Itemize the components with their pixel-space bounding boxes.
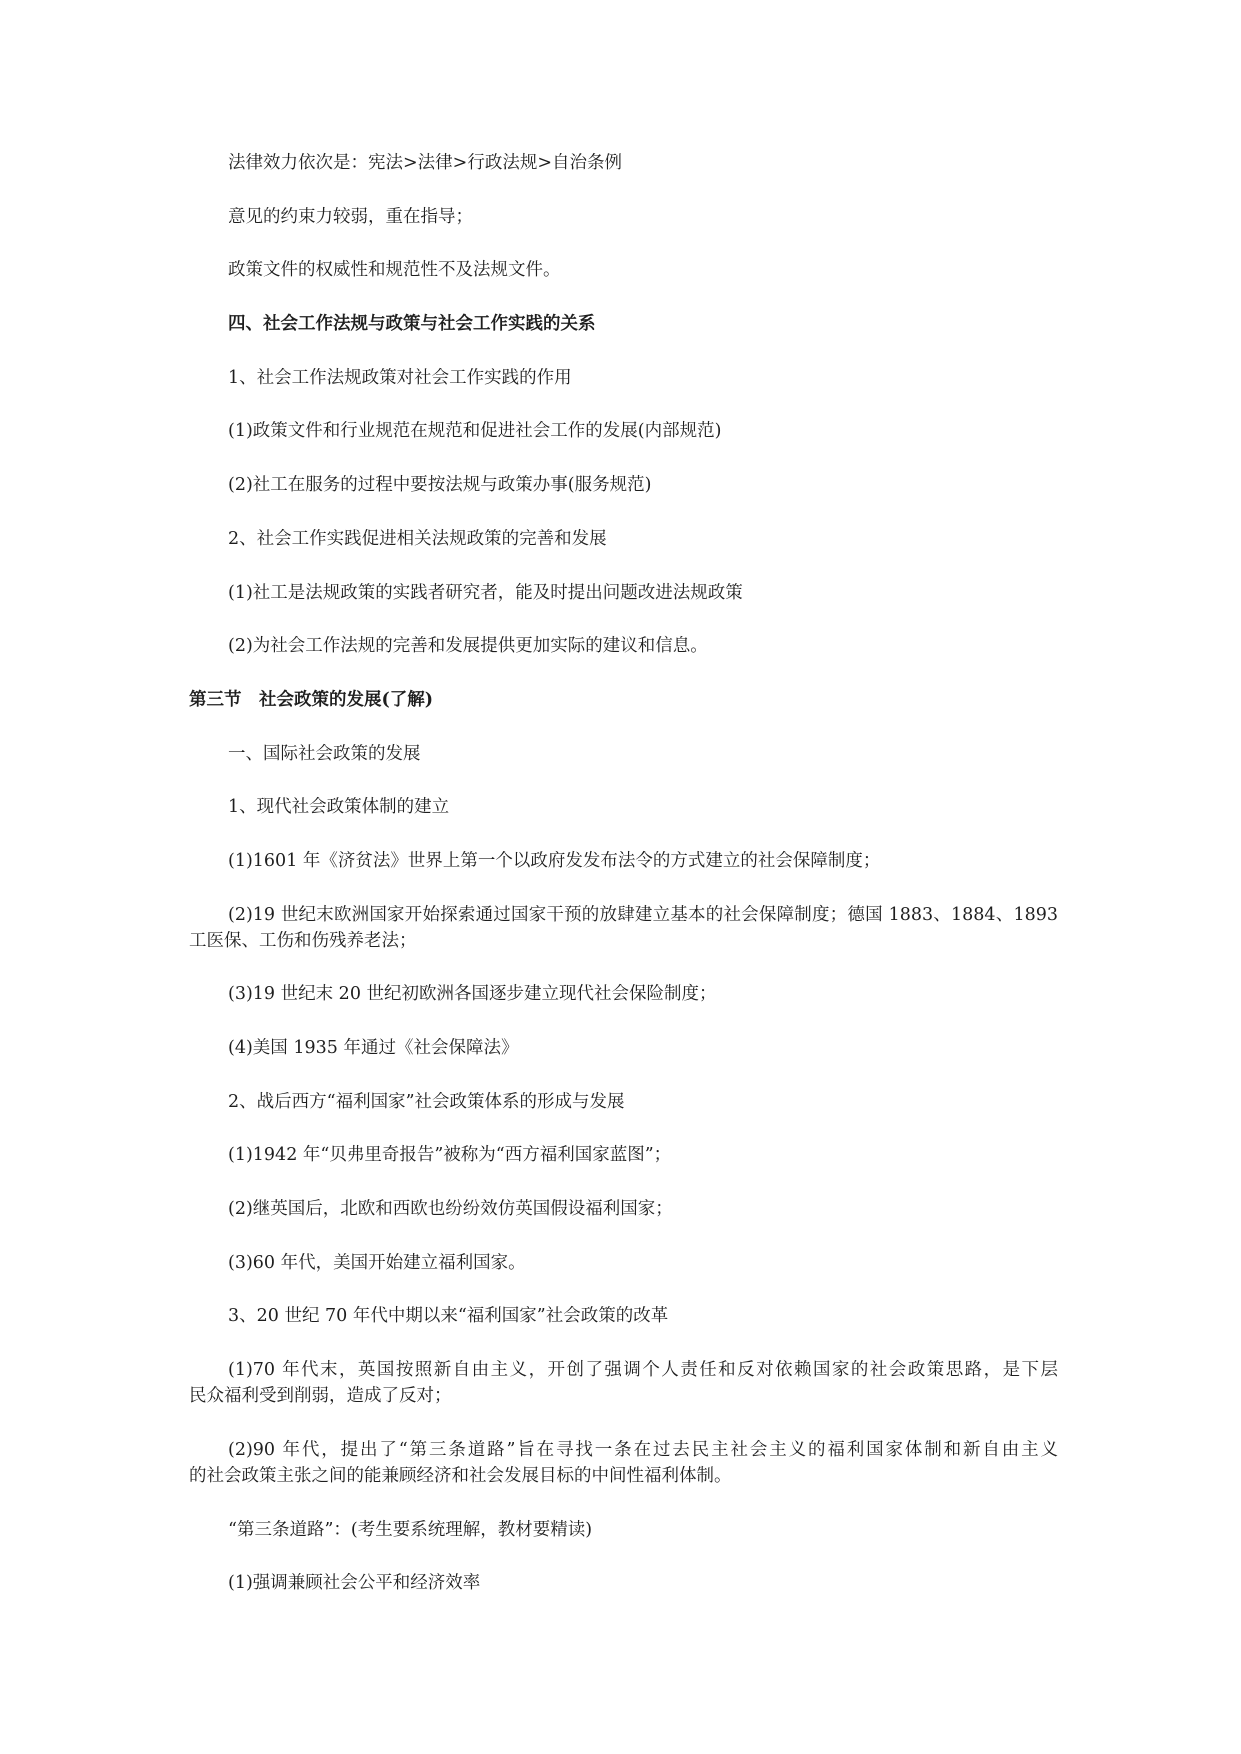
text-line: (1)强调兼顾社会公平和经济效率 <box>228 1573 481 1594</box>
list-item <box>189 472 1058 498</box>
section-heading <box>189 741 1058 767</box>
section-heading <box>189 311 1058 337</box>
text-line: 政策文件的权威性和规范性不及法规文件。 <box>228 260 561 281</box>
text-line: 1、现代社会政策体制的建立 <box>228 797 450 818</box>
paragraph <box>189 150 1058 176</box>
subsection-heading <box>189 1089 1058 1115</box>
text-line: (1)1942 年“贝弗里奇报告”被称为“西方福利国家蓝图”； <box>228 1145 672 1166</box>
list-item <box>189 1196 1058 1222</box>
subsection-heading <box>189 526 1058 552</box>
subsection-heading <box>189 1303 1058 1329</box>
list-item <box>189 1142 1058 1168</box>
text-line: 法律效力依次是：宪法>法律>行政法规>自治条例 <box>228 153 622 173</box>
list-item <box>189 1035 1058 1061</box>
list-item <box>189 1357 1058 1409</box>
text-line: 2、战后西方“福利国家”社会政策体系的形成与发展 <box>228 1091 625 1112</box>
paragraph <box>189 1517 1058 1543</box>
text-line-continued: 民众福利受到削弱，造成了反对； <box>189 1386 452 1407</box>
text-line: 1、社会工作法规政策对社会工作实践的作用 <box>228 367 572 388</box>
list-item <box>189 848 1058 874</box>
list-item <box>189 418 1058 444</box>
text-line-continued: 的社会政策主张之间的能兼顾经济和社会发展目标的中间性福利体制。 <box>189 1465 732 1486</box>
text-line: 2、社会工作实践促进相关法规政策的完善和发展 <box>228 528 607 549</box>
text-line: (2)社工在服务的过程中要按法规与政策办事(服务规范) <box>228 475 652 496</box>
text-line-continued: 工医保、工伤和伤残养老法； <box>189 930 417 951</box>
text-line: “第三条道路”：(考生要系统理解，教材要精读) <box>228 1519 593 1540</box>
text-line: (3)60 年代，美国开始建立福利国家。 <box>228 1252 526 1273</box>
text-line: 四、社会工作法规与政策与社会工作实践的关系 <box>228 314 596 335</box>
text-line: (2)19 世纪末欧洲国家开始探索通过国家干预的放肆建立基本的社会保障制度；德国 1883、1884、1893 <box>228 904 1058 925</box>
text-line: (1)政策文件和行业规范在规范和促进社会工作的发展(内部规范) <box>228 421 722 442</box>
list-item <box>189 1437 1058 1489</box>
subsection-heading <box>189 365 1058 391</box>
list-item <box>189 1250 1058 1276</box>
text-line: 3、20 世纪 70 年代中期以来“福利国家”社会政策的改革 <box>228 1306 669 1327</box>
text-line: (2)90 年代，提出了“第三条道路”旨在寻找一条在过去民主社会主义的福利国家体制和新自由主义 <box>228 1439 1058 1460</box>
paragraph <box>189 257 1058 283</box>
list-item <box>189 580 1058 606</box>
text-line: 一、国际社会政策的发展 <box>228 743 421 764</box>
text-line: 第三节 社会政策的发展(了解) <box>189 689 434 710</box>
list-item <box>189 902 1058 954</box>
chapter-section-title <box>189 687 1058 713</box>
text-line: (1)1601 年《济贫法》世界上第一个以政府发发布法令的方式建立的社会保障制度； <box>228 850 881 871</box>
subsection-heading <box>189 794 1058 820</box>
text-line: (3)19 世纪末 20 世纪初欧洲各国逐步建立现代社会保险制度； <box>228 984 717 1005</box>
text-line: 意见的约束力较弱，重在指导； <box>228 206 473 227</box>
text-line: (4)美国 1935 年通过《社会保障法》 <box>228 1038 519 1058</box>
text-line: (1)社工是法规政策的实践者研究者，能及时提出问题改进法规政策 <box>228 582 743 603</box>
list-item <box>189 633 1058 659</box>
list-item <box>189 1570 1058 1596</box>
document-body <box>189 150 1058 1624</box>
list-item <box>189 981 1058 1007</box>
paragraph <box>189 204 1058 230</box>
text-line: (2)继英国后，北欧和西欧也纷纷效仿英国假设福利国家； <box>228 1199 673 1220</box>
text-line: (2)为社会工作法规的完善和发展提供更加实际的建议和信息。 <box>228 636 708 657</box>
text-line: (1)70 年代末，英国按照新自由主义，开创了强调个人责任和反对依赖国家的社会政策思路，是下层 <box>228 1360 1058 1381</box>
